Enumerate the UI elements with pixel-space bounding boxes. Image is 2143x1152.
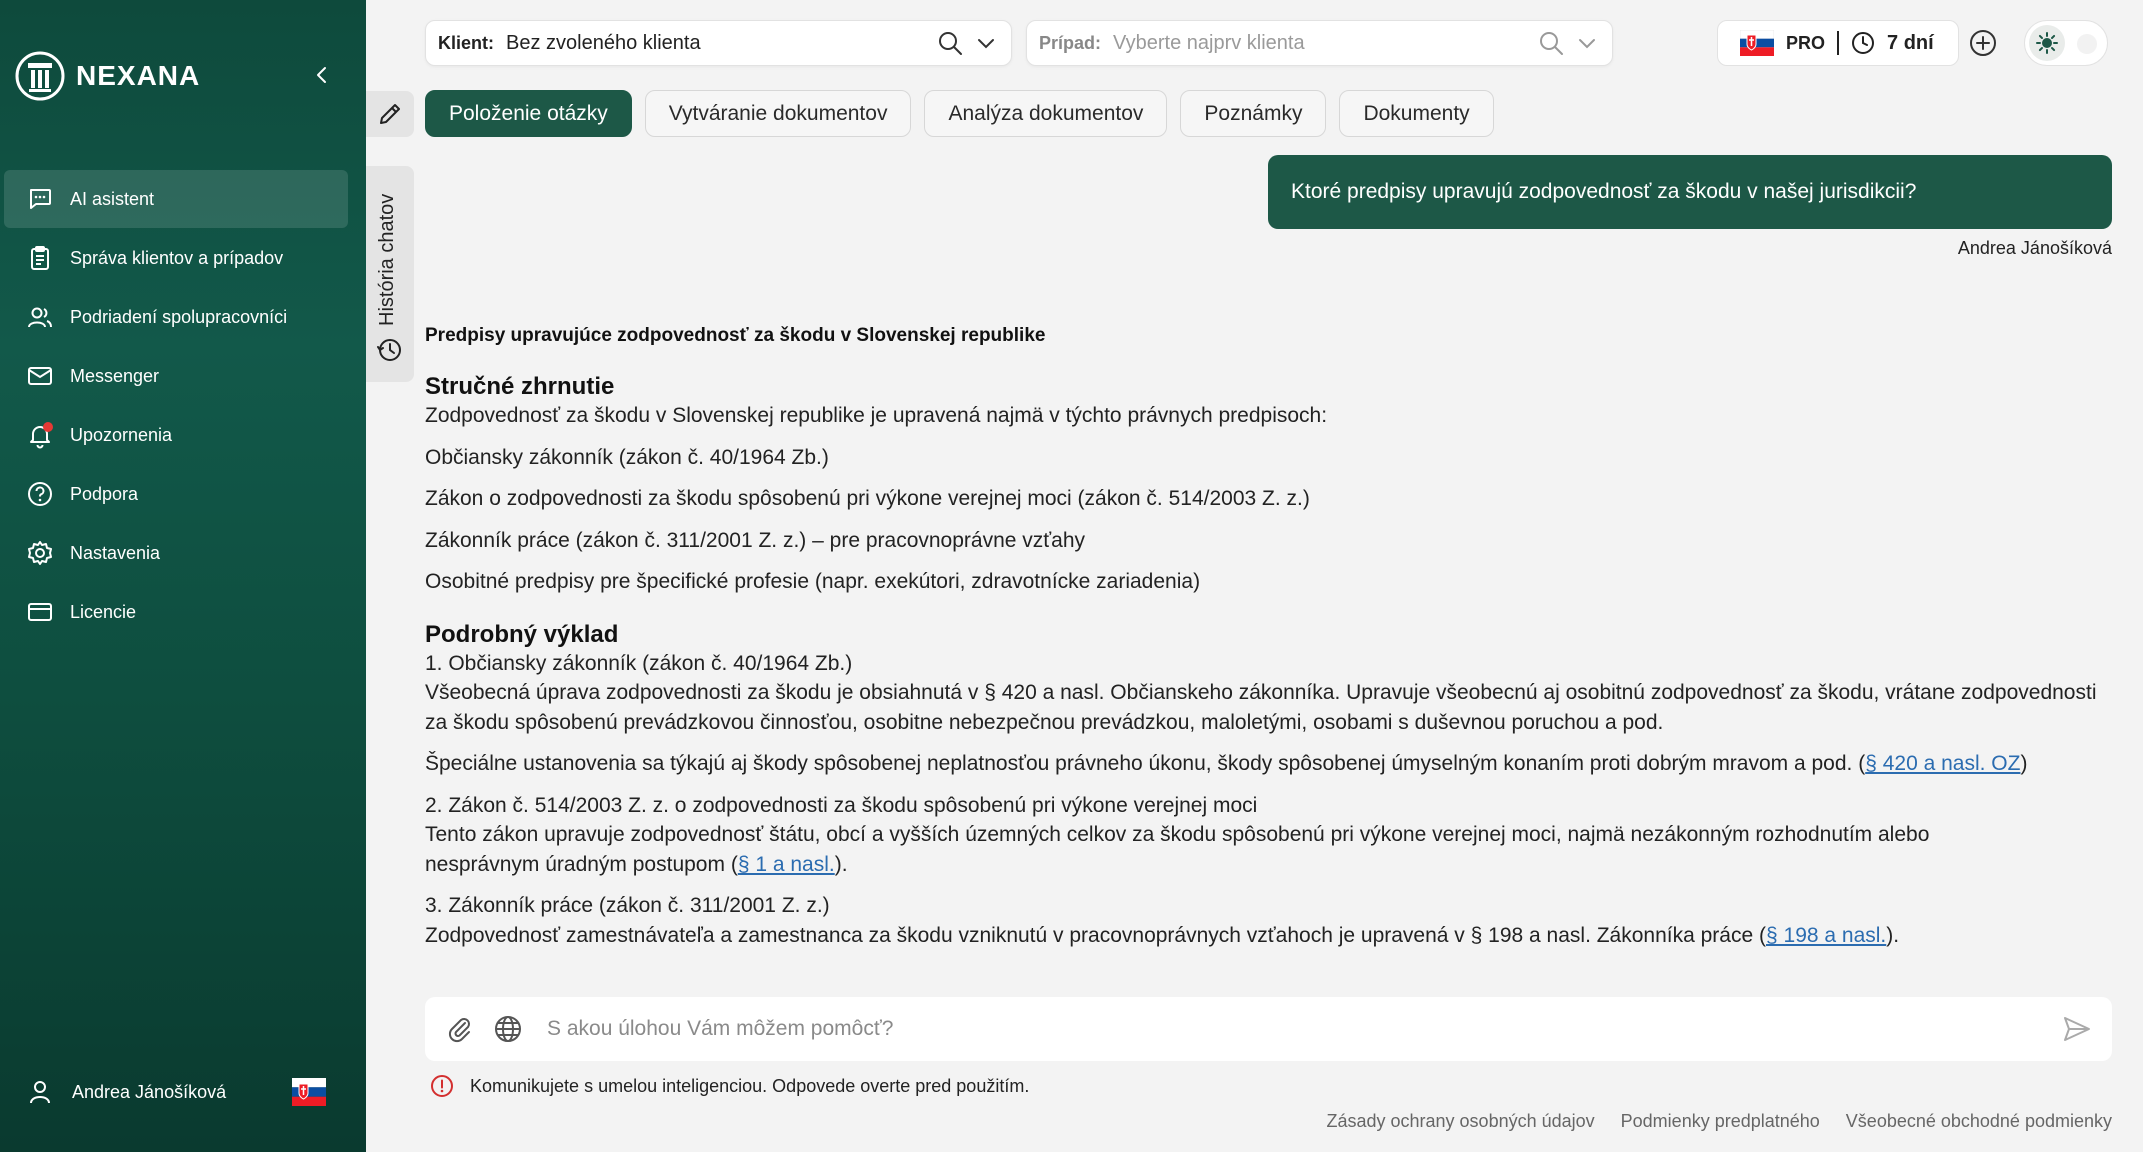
sun-icon [2035,31,2059,55]
client-label: Klient: [438,32,494,53]
privacy-policy-link[interactable]: Zásady ochrany osobných údajov [1326,1111,1595,1131]
case-selector[interactable] [1026,20,1613,66]
sidebar-item-clients-cases[interactable] [4,229,348,287]
send-icon[interactable] [2062,1014,2092,1044]
moon-slot [2077,34,2097,54]
help-icon [26,480,54,508]
tab-ask-question[interactable]: Položenie otázky [425,90,632,137]
divider [1837,31,1839,55]
law-link[interactable]: § 198 a nasl. [1766,923,1887,947]
answer-title: Predpisy upravujúce zodpovednosť za škodu v Slovenskej republike [425,325,1046,346]
subscription-terms-link[interactable]: Podmienky predplatného [1620,1111,1820,1131]
section-text-end: ) [2020,752,2028,775]
detail-heading: Podrobný výklad [425,620,619,648]
chevron-down-icon[interactable] [1574,30,1600,56]
section-text-part: Tento zákon upravuje zodpovednosť štátu, obcí a vyšších územných celkov za škodu spôsobenú pri výkone verejnej moci, najmä nezákonným rozhodnutím alebo nesprávnym úradným postupom ( [425,823,1930,876]
section-text-end: ). [834,852,848,876]
sidebar-item-label: Podpora [70,483,139,504]
history-icon [376,336,404,364]
user-icon [26,1078,54,1106]
case-label: Prípad: [1039,32,1102,53]
sidebar-item-label: Nastavenia [70,542,161,563]
sidebar-item-settings[interactable] [4,524,348,582]
sidebar-item-messenger[interactable] [4,347,348,405]
bell-icon-wrap [26,421,54,449]
message-composer [425,997,2112,1061]
section-text-end: ). [1886,923,1900,947]
theme-toggle[interactable] [2024,20,2108,66]
sidebar-item-licenses[interactable] [4,583,348,641]
footer-links [1326,1111,2112,1132]
law-link[interactable]: § 420 a nasl. OZ [1865,752,2021,775]
message-author: Andrea Jánošíková [1957,238,2112,258]
mail-icon [26,362,54,390]
mode-tabs [425,90,1494,137]
ai-disclaimer [430,1074,1029,1098]
info-alert-icon [430,1074,454,1098]
section-text: Všeobecná úprava zodpovednosti za škodu je obsiahnutá v § 420 a nasl. Občianskeho zákonníka. Upravuje všeobecnú aj osobitnú zodpovednosť za škodu, vrátane zodpovednosti za škodu spôsobenú prevádzkovou činnosťou, osobitne nebezpečnou prevádzkou, maloletými, osobami s duševnou poruchou a pod. [425,681,2097,734]
logo-icon [14,50,66,102]
gear-icon [26,539,54,567]
search-icon[interactable] [937,30,963,56]
summary-item: Zákonník práce (zákon č. 311/2001 Z. z.) – pre pracovnoprávne vzťahy [425,528,1086,552]
search-icon[interactable] [1538,30,1564,56]
disclaimer-text: Komunikujete s umelou inteligenciou. Odpovede overte pred použitím. [470,1075,1030,1096]
brand-name: NEXANA [76,60,201,91]
terms-conditions-link[interactable]: Všeobecné obchodné podmienky [1845,1111,2112,1131]
sidebar [0,0,366,1152]
globe-icon[interactable] [493,1014,523,1044]
section-text [425,749,2125,779]
card-icon [26,598,54,626]
summary-intro: Zodpovednosť za škodu v Slovenskej republike je upravená najmä v týchto právnych predpisoch: [425,404,1328,427]
client-selector[interactable] [425,20,1012,66]
logo [14,50,200,102]
section-text [425,820,2035,879]
add-circle-icon[interactable] [1968,28,1998,58]
sidebar-item-label: Podriadení spolupracovníci [70,306,288,327]
pencil-icon [377,101,403,127]
tab-document-analysis[interactable]: Analýza dokumentov [924,90,1167,137]
section-heading: 3. Zákonník práce (zákon č. 311/2001 Z. z.) [425,894,830,917]
chevron-down-icon[interactable] [973,30,999,56]
summary-item: Osobitné predpisy pre špecifické profesie (napr. exekútori, zdravotnícke zariadenia) [425,570,1201,593]
sidebar-item-label: Messenger [70,365,160,386]
users-icon [26,303,54,331]
clipboard-icon [26,244,54,272]
summary-item: Zákon o zodpovednosti za škodu spôsobenú pri výkone verejnej moci (zákon č. 514/2003 Z. z.) [425,487,1310,510]
slovak-flag-icon [1740,30,1774,56]
chat-history-label: História chatov [376,193,398,326]
tab-documents[interactable]: Dokumenty [1339,90,1493,137]
section-text-part: Špeciálne ustanovenia sa týkajú aj škody spôsobenej neplatnosťou právneho úkonu, škody spôsobenej úmyselným konaním proti dobrým mravom a pod. ( [425,752,1866,775]
sidebar-item-notifications[interactable] [4,406,348,464]
tab-document-creation[interactable]: Vytváranie dokumentov [645,90,912,137]
user-profile[interactable] [26,1078,326,1106]
plan-name: PRO [1786,32,1826,53]
law-link[interactable]: § 1 a nasl. [737,852,835,876]
days-remaining: 7 dní [1887,31,1934,54]
theme-toggle-knob [2029,25,2065,61]
notification-badge [43,422,53,432]
message-input[interactable] [547,1017,2062,1041]
sidebar-item-label: Upozornenia [70,424,173,445]
sidebar-item-ai-assistant[interactable] [4,170,348,228]
sidebar-item-label: Licencie [70,601,137,622]
collapse-sidebar-icon[interactable] [310,63,334,87]
paperclip-icon[interactable] [445,1014,475,1044]
assistant-answer [425,325,2125,950]
clock-icon [1851,31,1875,55]
section-heading: 2. Zákon č. 514/2003 Z. z. o zodpovednosti za škodu spôsobenú pri výkone verejnej moci [425,793,1258,817]
section-text [425,921,2125,951]
tab-notes[interactable]: Poznámky [1180,90,1326,137]
user-name: Andrea Jánošíková [72,1081,227,1102]
case-placeholder[interactable]: Vyberte najprv klienta [1113,31,1305,54]
sidebar-item-support[interactable] [4,465,348,523]
subscription-status[interactable] [1717,20,1959,66]
slovak-flag-icon[interactable] [292,1078,326,1106]
summary-heading: Stručné zhrnutie [425,373,615,400]
new-chat-tab[interactable] [366,91,414,137]
client-value[interactable]: Bez zvoleného klienta [506,31,701,54]
sidebar-item-subordinates[interactable] [4,288,348,346]
section-heading: 1. Občiansky zákonník (zákon č. 40/1964 Zb.) [425,651,853,675]
sidebar-nav [4,170,348,642]
chat-icon [26,185,54,213]
user-message-bubble: Ktoré predpisy upravujú zodpovednosť za škodu v našej jurisdikcii? [1268,155,2112,229]
chat-history-tab[interactable] [366,166,414,382]
sidebar-item-label: Správa klientov a prípadov [70,247,284,268]
section-text-part: Zodpovednosť zamestnávateľa a zamestnanca za škodu vzniknutú v pracovnoprávnych vzťahoch je upravená v § 198 a nasl. Zákonníka práce ( [425,923,1766,947]
summary-item: Občiansky zákonník (zákon č. 40/1964 Zb.) [425,445,829,469]
sidebar-item-label: AI asistent [70,188,155,209]
